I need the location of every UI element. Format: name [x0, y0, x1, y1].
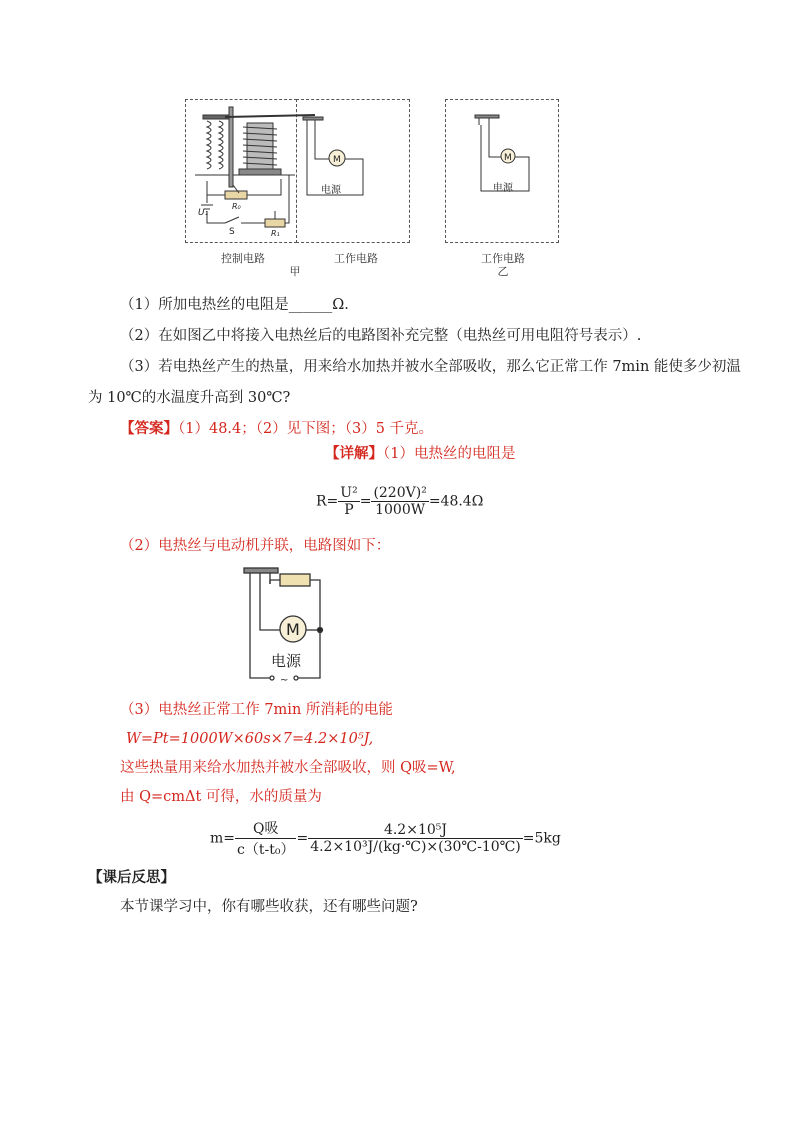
energy-equation: W=Pt=1000W×60s×7=4.2×10⁵J,	[126, 731, 374, 747]
answer-text: （1）48.4；（2）见下图；（3）5 千克。	[178, 421, 434, 437]
s-label: S	[229, 227, 235, 237]
question-3-line2: 为 10℃的水温度升高到 30℃?	[88, 390, 291, 406]
u1-label: U₁	[198, 208, 209, 218]
formula1-frac1	[338, 485, 359, 518]
motor-m-label: M	[333, 155, 341, 165]
power-source-label: 电源	[321, 185, 341, 196]
reflection-title: 【课后反思】	[88, 869, 175, 886]
mass-intro: 由 Q=cmΔt 可得，水的质量为	[120, 789, 322, 805]
formula2-frac2-num: 4.2×10⁵J	[308, 822, 523, 839]
formula1-frac2-den: 1000W	[375, 502, 426, 518]
mass-formula	[210, 818, 561, 859]
formula2-frac1-num: Q吸	[235, 818, 296, 839]
formula2-frac2	[308, 822, 523, 855]
figure-label-jia: 甲	[289, 265, 301, 278]
formula2-eq: =	[296, 830, 309, 847]
detail-heading	[325, 444, 515, 464]
formula1-frac1-den: P	[344, 502, 354, 518]
figure-label-yi: 乙	[497, 265, 509, 278]
answer-motor-m-label: M	[286, 620, 300, 639]
formula1-result: =48.4Ω	[428, 493, 484, 510]
detail-part2: （2）电热丝与电动机并联，电路图如下：	[120, 538, 391, 554]
answer-circuit-diagram	[238, 562, 338, 684]
power-source-label-yi: 电源	[493, 183, 513, 194]
answer-line	[120, 419, 433, 439]
formula2-frac1-den: c（t-t₀）	[237, 842, 295, 858]
formula1-frac2-num: (220V)²	[373, 485, 427, 501]
formula2-result: =5kg	[522, 830, 561, 847]
resistance-formula	[316, 485, 483, 518]
formula1-lhs: R=	[316, 493, 339, 510]
answer-power-label: 电源	[271, 652, 302, 670]
formula1-eq: =	[359, 493, 372, 510]
circuit-diagram-yi	[445, 99, 559, 243]
formula2-lhs: m=	[210, 830, 236, 847]
control-circuit-caption: 控制电路	[221, 252, 265, 265]
circuit-diagram-jia	[185, 99, 409, 243]
answer-tag: 【答案】	[120, 420, 178, 437]
detail-part3: （3）电热丝正常工作 7min 所消耗的电能	[120, 702, 393, 718]
question-1: （1）所加电热丝的电阻是______Ω.	[120, 297, 349, 313]
detail-part1-text: （1）电热丝的电阻是	[383, 446, 516, 462]
r0-label: R₀	[232, 202, 241, 211]
work-circuit-caption-jia: 工作电路	[334, 252, 378, 265]
formula2-frac1	[235, 818, 296, 859]
question-3-line1: （3）若电热丝产生的热量，用来给水加热并被水全部吸收，那么它正常工作 7min 能使多少初温	[120, 359, 741, 375]
motor-m-label-yi: M	[504, 153, 512, 163]
absorb-statement: 这些热量用来给水加热并被水全部吸收，则 Q吸=W,	[120, 760, 456, 776]
answer-ac-label: ~	[280, 675, 289, 684]
formula1-frac1-num: U²	[340, 485, 358, 501]
work-circuit-caption-yi: 工作电路	[481, 252, 525, 265]
reflection-text: 本节课学习中，你有哪些收获，还有哪些问题?	[120, 899, 418, 915]
formula1-frac2	[371, 485, 428, 518]
question-2: （2）在如图乙中将接入电热丝后的电路图补充完整（电热丝可用电阻符号表示）.	[120, 328, 642, 344]
r1-label: R₁	[271, 229, 280, 238]
detail-tag: 【详解】	[325, 445, 383, 462]
formula2-frac2-den: 4.2×10³J/(kg·℃)×(30℃-10℃)	[310, 839, 521, 855]
